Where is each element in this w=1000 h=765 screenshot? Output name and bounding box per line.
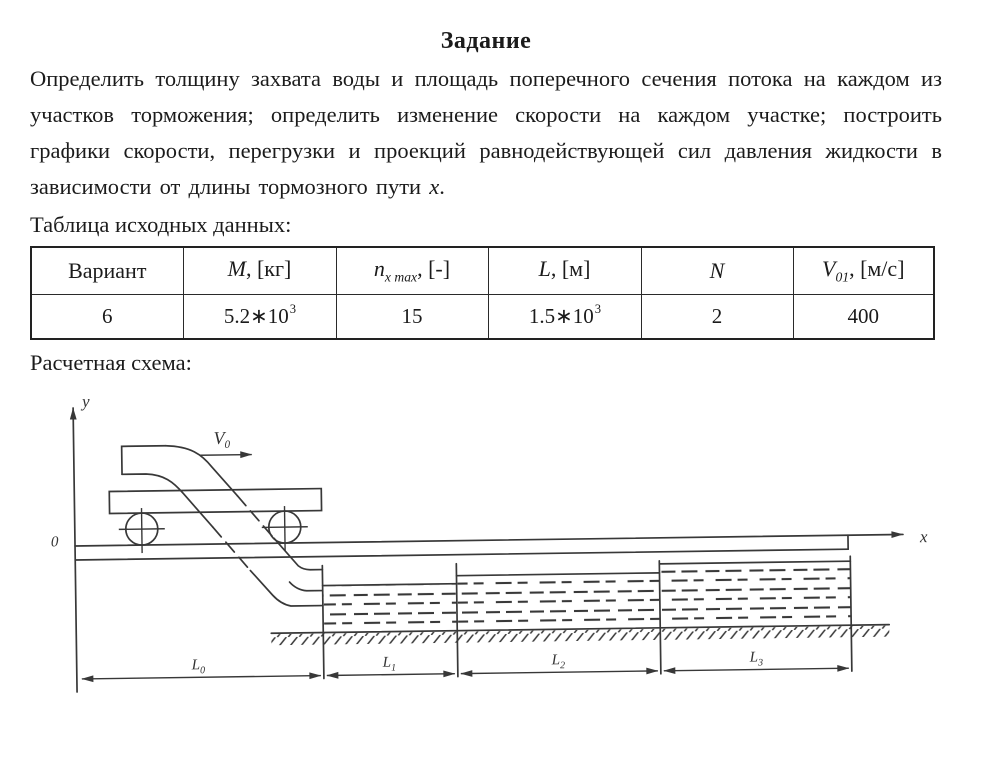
task-text: Определить толщину захвата воды и площадь поперечного сечения потока на каждом из участков торможения; определить изменение скорости на каждом участке; построить графики скорости, перегрузки и проекций равнодействующей сил давления жидкости в зависимости от длины тормозного пути bbox=[30, 66, 942, 199]
dimension-lines bbox=[82, 648, 849, 679]
scheme-caption: Расчетная схема: bbox=[30, 350, 192, 375]
velocity-annotation bbox=[199, 428, 251, 456]
water-scoop-chute bbox=[122, 444, 323, 609]
table-caption: Таблица исходных данных: bbox=[30, 212, 292, 237]
dimension-label-L0: $L_0$ bbox=[191, 657, 206, 677]
dimension-L2 bbox=[461, 671, 658, 674]
document-content bbox=[0, 0, 1000, 378]
y-axis bbox=[73, 392, 94, 692]
cell-length: $1.5∗10^3$ bbox=[488, 295, 641, 340]
page-title: Задание bbox=[440, 28, 532, 54]
table-data-row bbox=[31, 295, 934, 340]
dimension-label-L1: $L_1$ bbox=[382, 654, 397, 674]
cart-wheel-right bbox=[261, 506, 308, 552]
origin-label: 0 bbox=[50, 534, 59, 551]
dimension-L1 bbox=[327, 674, 455, 676]
y-axis-label: y bbox=[81, 391, 90, 411]
velocity-arrow bbox=[200, 455, 252, 456]
cell-nxmax: 15 bbox=[336, 295, 488, 340]
col-header-mass: M, [кг] bbox=[183, 247, 336, 295]
water-sections bbox=[322, 556, 852, 678]
col-header-nxmax: $n_{x max}$, [-] bbox=[336, 247, 488, 295]
dimension-label-L3: $L_3$ bbox=[749, 649, 764, 669]
col-header-n: N bbox=[641, 247, 793, 295]
cell-variant: 6 bbox=[31, 295, 183, 340]
cell-n: 2 bbox=[641, 295, 793, 340]
velocity-label: $V_0$ bbox=[213, 427, 231, 451]
col-header-length: L, [м] bbox=[488, 247, 641, 295]
cart-wheel-left bbox=[119, 508, 166, 554]
col-header-velocity: $V_{01}$, [м/с] bbox=[793, 247, 934, 295]
cell-mass: $5.2∗10^3$ bbox=[183, 295, 336, 340]
task-variable-x: x bbox=[429, 174, 440, 199]
col-header-variant: Вариант bbox=[31, 247, 183, 295]
water-section-2 bbox=[457, 574, 660, 630]
x-axis-label: x bbox=[919, 527, 928, 547]
dimension-L3 bbox=[664, 668, 849, 671]
track-rail bbox=[75, 535, 848, 560]
trough-wall-left bbox=[322, 566, 324, 679]
trough-wall-right bbox=[850, 556, 852, 671]
water-section-3 bbox=[660, 562, 851, 627]
task-paragraph bbox=[30, 61, 942, 205]
cell-velocity: 400 bbox=[793, 295, 934, 340]
water-section-1 bbox=[324, 585, 458, 632]
dimension-label-L2: $L_2$ bbox=[551, 652, 566, 672]
table-header-row bbox=[31, 247, 934, 295]
input-data-table bbox=[30, 246, 935, 340]
calculation-scheme-figure bbox=[25, 384, 975, 714]
task-text-end: . bbox=[439, 174, 445, 199]
